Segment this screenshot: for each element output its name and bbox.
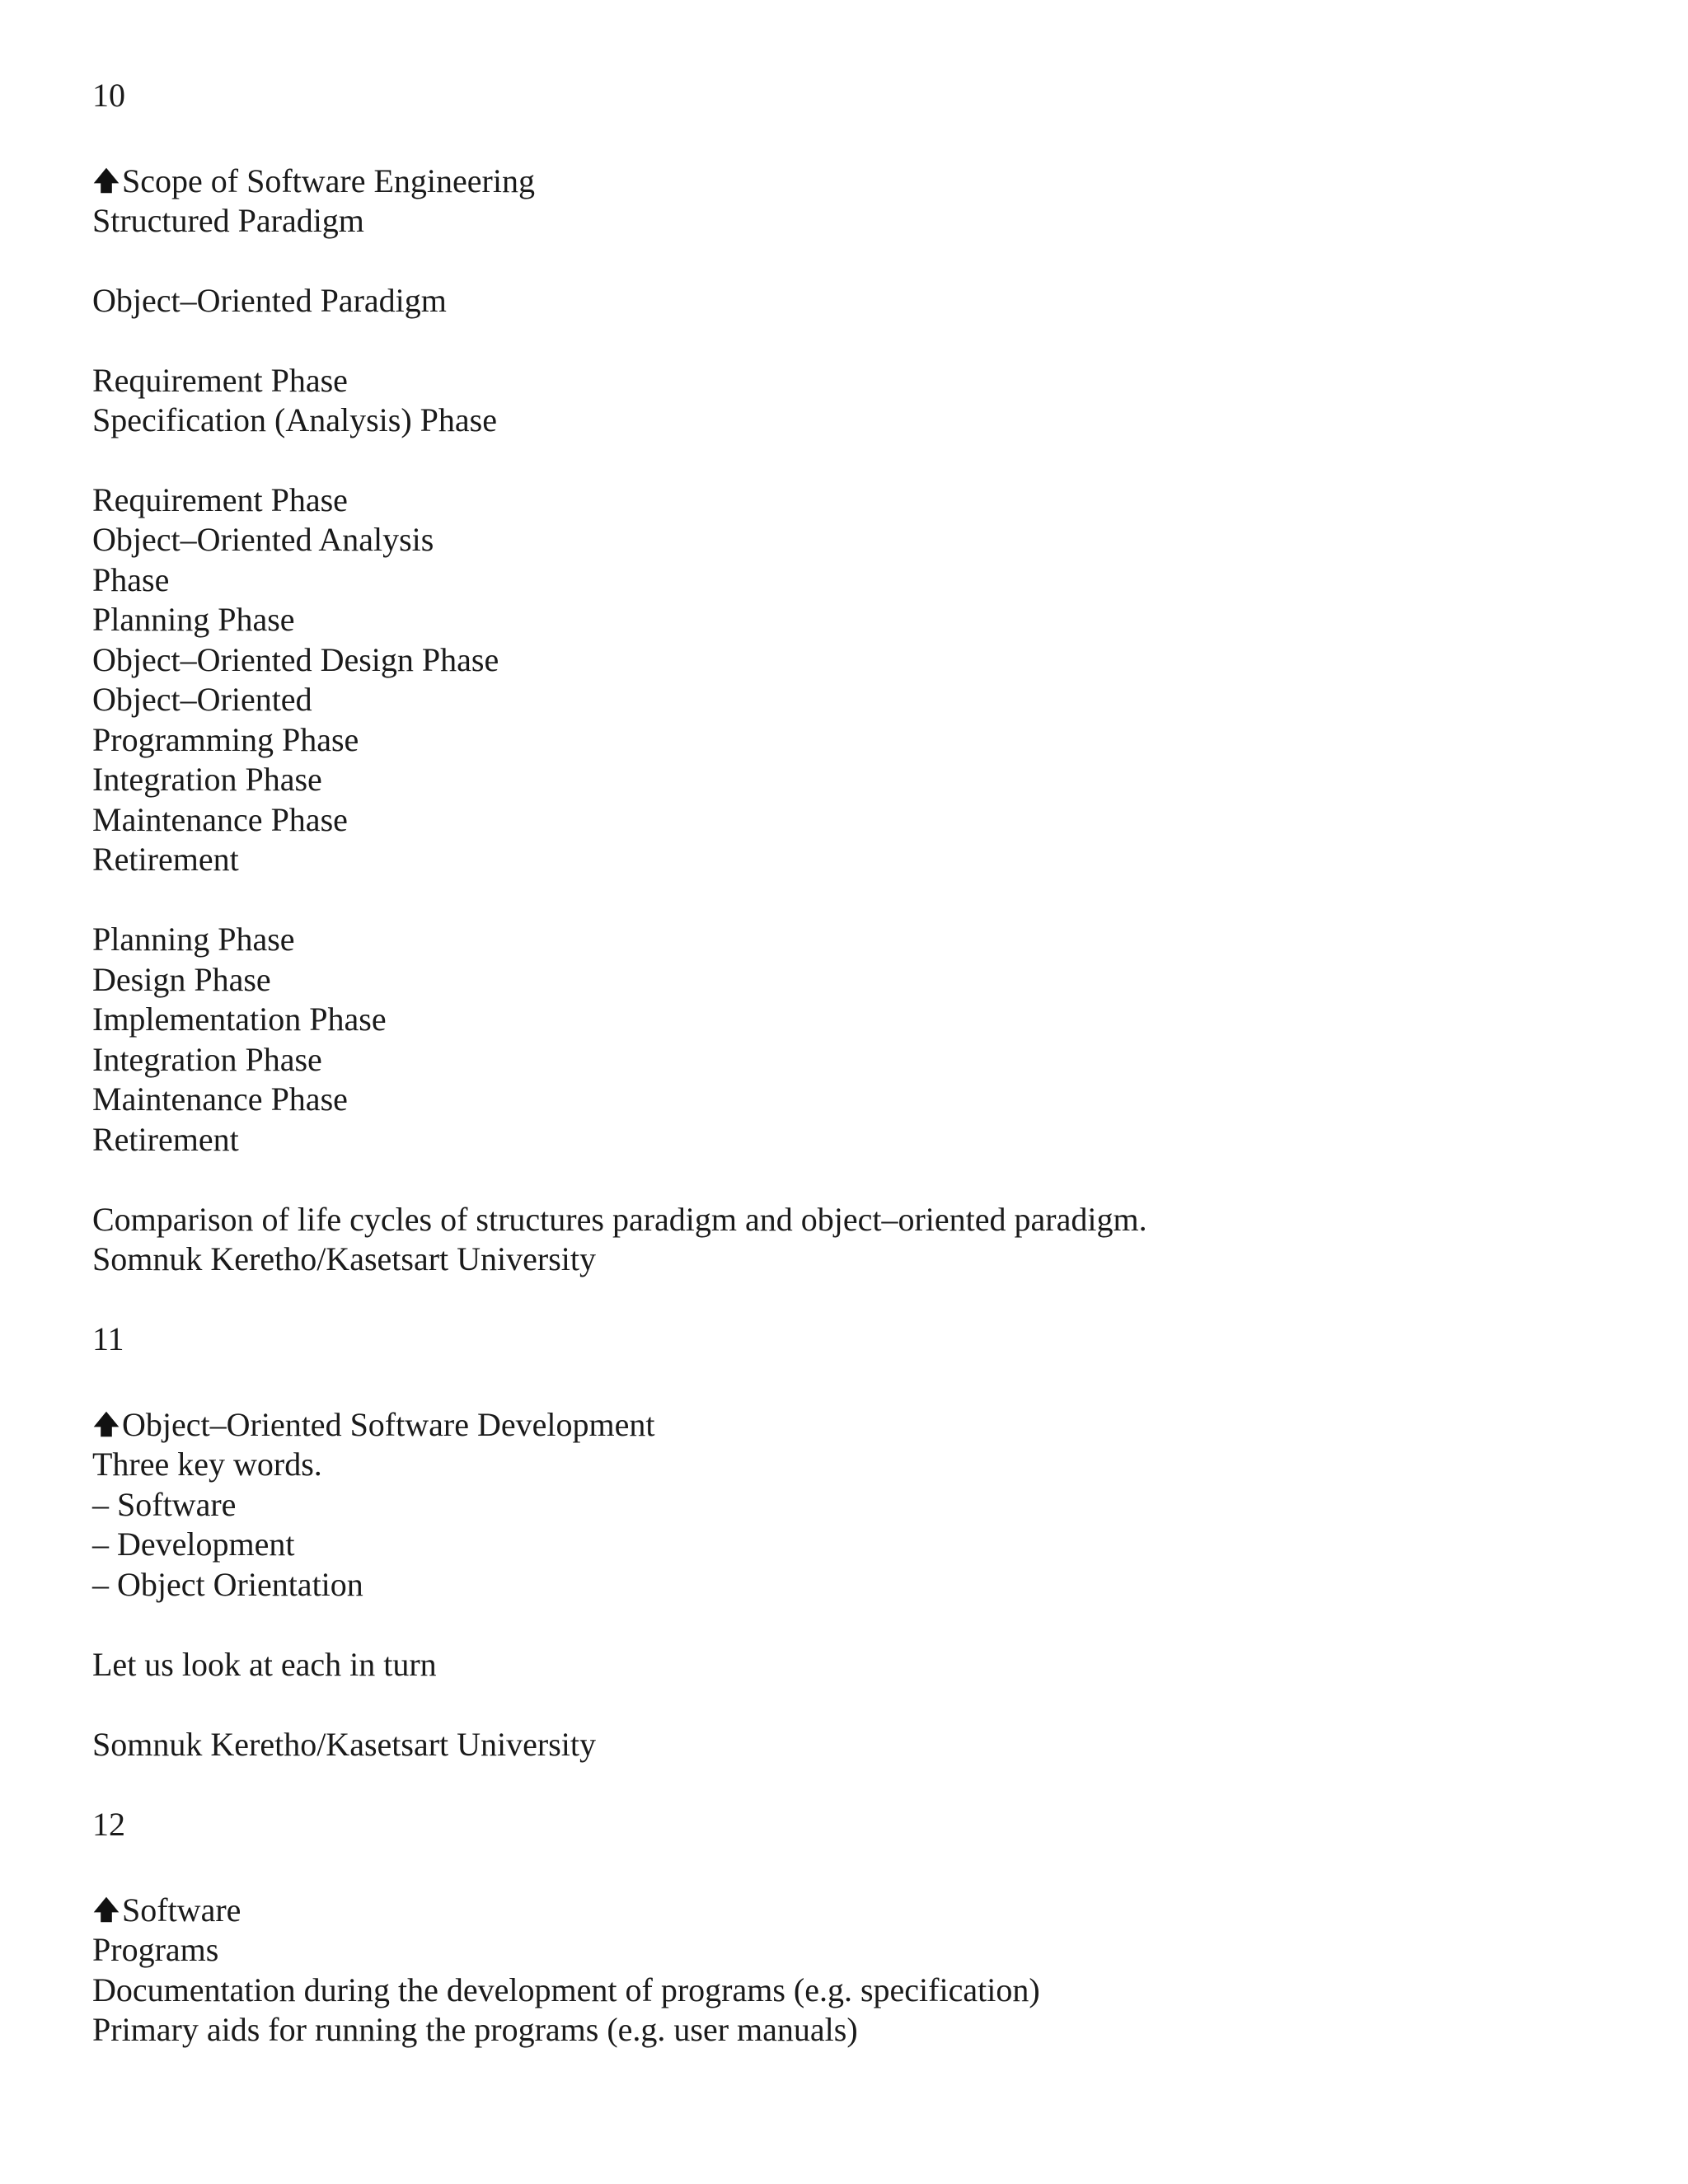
text-line: Object–Oriented Analysis	[92, 521, 434, 558]
text-line: Maintenance Phase	[92, 1080, 348, 1118]
text-line: Requirement Phase	[92, 481, 348, 518]
slide-heading	[92, 1891, 241, 1930]
structured-paradigm-label: Structured Paradigm	[92, 202, 364, 239]
text-line: Documentation during the development of programs (e.g. specification)	[92, 1971, 1040, 2008]
slide-number: 10	[92, 77, 125, 114]
list-item: – Software	[92, 1486, 237, 1523]
slide-title: Scope of Software Engineering	[122, 162, 535, 199]
text-line: Retirement	[92, 1121, 239, 1158]
text-line: Programming Phase	[92, 721, 359, 758]
slide-footer: Somnuk Keretho/Kasetsart University	[92, 1726, 596, 1763]
slide-title: Software	[122, 1891, 241, 1929]
text-line: Integration Phase	[92, 761, 322, 798]
text-line: Requirement Phase	[92, 362, 348, 399]
text-line: Primary aids for running the programs (e.g. user manuals)	[92, 2011, 858, 2048]
slide-number: 12	[92, 1806, 125, 1843]
text-line: Specification (Analysis) Phase	[92, 401, 497, 438]
text-line: Design Phase	[92, 961, 271, 998]
slide-heading	[92, 1405, 654, 1445]
slide-number: 11	[92, 1320, 124, 1357]
text-line: Integration Phase	[92, 1041, 322, 1078]
up-arrow-icon	[92, 166, 120, 194]
text-line: Object–Oriented Design Phase	[92, 641, 499, 678]
text-line: Let us look at each in turn	[92, 1646, 437, 1683]
text-line: Three key words.	[92, 1446, 322, 1483]
object-oriented-paradigm-label: Object–Oriented Paradigm	[92, 282, 447, 319]
text-line: Maintenance Phase	[92, 801, 348, 838]
text-line: Object–Oriented	[92, 681, 312, 718]
text-line: Planning Phase	[92, 601, 295, 638]
list-item: – Development	[92, 1526, 295, 1563]
text-line: Planning Phase	[92, 921, 295, 958]
text-line: Programs	[92, 1931, 219, 1968]
up-arrow-icon	[92, 1410, 120, 1438]
text-line: Implementation Phase	[92, 1001, 387, 1038]
text-line: Retirement	[92, 841, 239, 878]
slide-heading	[92, 162, 535, 201]
list-item: – Object Orientation	[92, 1566, 363, 1603]
slide-title: Object–Oriented Software Development	[122, 1406, 655, 1443]
text-line: Phase	[92, 561, 170, 598]
up-arrow-icon	[92, 1896, 120, 1924]
figure-caption: Comparison of life cycles of structures paradigm and object–oriented paradigm.	[92, 1201, 1147, 1238]
slide-footer: Somnuk Keretho/Kasetsart University	[92, 1240, 596, 1277]
